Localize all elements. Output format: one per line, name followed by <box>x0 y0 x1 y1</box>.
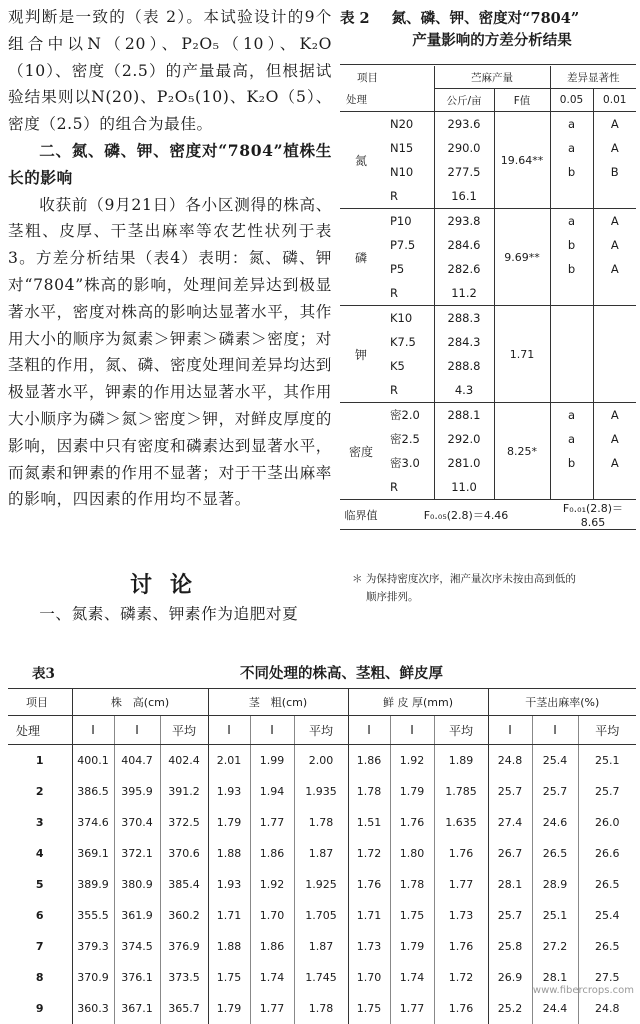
t2-signif-01: A <box>593 233 636 257</box>
t2-signif-05: b <box>550 451 593 475</box>
t3-cell: 379.3 <box>72 931 114 962</box>
t2-row <box>340 475 636 500</box>
t3-cell: 370.4 <box>114 807 160 838</box>
t2-group-name: 磷 <box>340 209 382 306</box>
t2-signif-01 <box>593 306 636 331</box>
t2-signif-01: A <box>593 427 636 451</box>
t2-yield: 284.3 <box>434 330 494 354</box>
t3-cell: 1.78 <box>348 776 390 807</box>
t3-cell: 25.1 <box>578 745 636 777</box>
table2 <box>340 66 636 530</box>
t2-row <box>340 281 636 306</box>
t2-treatment: R <box>390 480 398 494</box>
t2-fvalue: 9.69** <box>494 209 550 306</box>
t3-cell: 25.1 <box>532 900 578 931</box>
t3-cell: 1.79 <box>390 776 434 807</box>
t2-signif-01: A <box>593 136 636 160</box>
t3-treatment-index: 5 <box>35 878 44 891</box>
t2-treatment: K7.5 <box>390 335 416 349</box>
t2-fvalue: 1.71 <box>494 306 550 403</box>
t3-sub-1: I <box>488 716 532 745</box>
t3-cell: 370.6 <box>160 838 208 869</box>
t2-signif-05: a <box>550 403 593 428</box>
t3-cell: 365.7 <box>160 993 208 1024</box>
t2-header-item: 项目 <box>357 71 378 84</box>
t3-cell: 27.4 <box>488 807 532 838</box>
t2-critical-f05: F₀.₀₅(2.8)＝4.46 <box>382 500 550 530</box>
t2-header-p05: 0.05 <box>550 89 593 112</box>
t3-cell: 400.1 <box>72 745 114 777</box>
t2-critical-row <box>340 500 636 530</box>
t3-cell: 1.87 <box>294 838 348 869</box>
t3-cell: 1.80 <box>390 838 434 869</box>
t3-cell: 1.86 <box>250 838 294 869</box>
t3-sub-2: I <box>114 716 160 745</box>
t3-cell: 1.76 <box>434 993 488 1024</box>
t3-cell: 26.0 <box>578 807 636 838</box>
t3-cell: 24.8 <box>488 745 532 777</box>
t2-signif-01: A <box>593 451 636 475</box>
t3-cell: 376.1 <box>114 962 160 993</box>
t3-row <box>8 807 636 838</box>
t3-cell: 1.77 <box>434 869 488 900</box>
t3-sub-avg: 平均 <box>294 716 348 745</box>
watermark: www.fibercrops.com <box>532 985 634 996</box>
t2-yield: 290.0 <box>434 136 494 160</box>
t3-cell: 1.75 <box>348 993 390 1024</box>
t3-cell: 2.01 <box>208 745 250 777</box>
t3-treatment-index: 1 <box>35 754 44 767</box>
t2-signif-05: b <box>550 160 593 184</box>
t3-cell: 27.5 <box>578 962 636 993</box>
t2-yield: 277.5 <box>434 160 494 184</box>
t2-yield: 293.6 <box>434 112 494 137</box>
table2-footnote-line1: ＊ 为保持密度次序，湘产量次序未按由高到低的 <box>352 573 576 585</box>
t3-cell: 1.93 <box>208 776 250 807</box>
paragraph-2: 收获前（9月21日）各小区测得的株高、茎粗、皮厚、干茎出麻率等农艺性状列于表3。方差分析结果（表4）表明：氮、磷、钾对“7804”株高的影响，处理间差异达到极显著水平，密度对株高的影响达显著水平，其作用大小的顺序为氮素＞钾素＞磷素＞密度；对茎粗的作用，氮、磷、密度处理间差异均达到极显著水平，钾素的作用达显著水平，其作用大小顺序为磷＞氮＞密度＞钾，对鲜皮厚度的影响，因素中只有密度和磷素达到显著水平，而氮素和钾素的作用不显著；对于干茎出麻率的影响，四因素的作用均不显著。 <box>8 195 332 509</box>
t3-cell: 25.7 <box>488 900 532 931</box>
t2-header-p01: 0.01 <box>593 89 636 112</box>
t3-cell: 1.76 <box>434 931 488 962</box>
t3-cell: 1.76 <box>434 838 488 869</box>
t2-signif-01: A <box>593 112 636 137</box>
t3-cell: 1.86 <box>348 745 390 777</box>
t2-header-yield: 苎麻产量 <box>434 66 550 89</box>
t2-row <box>340 209 636 234</box>
t3-cell: 1.71 <box>348 900 390 931</box>
t3-cell: 1.925 <box>294 869 348 900</box>
t3-cell: 26.5 <box>578 869 636 900</box>
t3-row <box>8 745 636 777</box>
t3-cell: 1.705 <box>294 900 348 931</box>
t3-cell: 386.5 <box>72 776 114 807</box>
t3-cell: 360.2 <box>160 900 208 931</box>
t3-cell: 26.5 <box>578 931 636 962</box>
t3-cell: 1.70 <box>348 962 390 993</box>
t2-signif-05 <box>550 306 593 331</box>
t2-treatment: K10 <box>382 306 434 331</box>
t2-signif-05: a <box>550 427 593 451</box>
t2-yield: 11.0 <box>434 475 494 500</box>
t2-header-signif: 差异显著性 <box>550 66 636 89</box>
t3-cell: 402.4 <box>160 745 208 777</box>
t3-cell: 1.76 <box>348 869 390 900</box>
t3-cell: 28.9 <box>532 869 578 900</box>
t3-cell: 25.8 <box>488 931 532 962</box>
t2-group-name: 密度 <box>340 403 382 500</box>
t2-signif-01: A <box>593 257 636 281</box>
table2-title <box>340 8 640 52</box>
t3-cell: 1.86 <box>250 931 294 962</box>
t2-row <box>340 354 636 378</box>
t3-header-item: 项目 <box>8 689 72 716</box>
t3-cell: 1.785 <box>434 776 488 807</box>
t3-cell: 1.74 <box>390 962 434 993</box>
t2-header-yield-unit: 公斤/亩 <box>434 89 494 112</box>
t2-row <box>340 427 636 451</box>
t3-sub-2: I <box>250 716 294 745</box>
t3-header-fiber: 干茎出麻率(%) <box>488 689 636 716</box>
t3-cell: 25.4 <box>578 900 636 931</box>
t2-yield: 288.8 <box>434 354 494 378</box>
t2-yield: 288.1 <box>434 403 494 428</box>
t3-cell: 1.87 <box>294 931 348 962</box>
table2-footnote <box>352 570 638 606</box>
t3-cell: 24.8 <box>578 993 636 1024</box>
t2-yield: 293.8 <box>434 209 494 234</box>
t3-cell: 1.70 <box>250 900 294 931</box>
t3-cell: 1.71 <box>208 900 250 931</box>
t2-signif-05 <box>550 330 593 354</box>
t2-row <box>340 112 636 137</box>
t3-sub-avg: 平均 <box>434 716 488 745</box>
t3-treatment-index: 4 <box>35 847 44 860</box>
t2-signif-01 <box>593 184 636 209</box>
t3-treatment-index: 7 <box>35 940 44 953</box>
t3-cell: 395.9 <box>114 776 160 807</box>
t3-cell: 385.4 <box>160 869 208 900</box>
t3-cell: 1.76 <box>390 807 434 838</box>
t2-row <box>340 257 636 281</box>
t3-cell: 1.72 <box>434 962 488 993</box>
t2-row <box>340 306 636 331</box>
t2-treatment: N10 <box>390 165 414 179</box>
t3-cell: 1.77 <box>250 807 294 838</box>
t3-cell: 1.79 <box>208 993 250 1024</box>
t3-cell: 1.745 <box>294 962 348 993</box>
t3-cell: 26.5 <box>532 838 578 869</box>
t2-signif-05 <box>550 354 593 378</box>
t2-signif-01 <box>593 354 636 378</box>
t2-treatment: 密3.0 <box>390 456 420 470</box>
t2-group-name: 氮 <box>340 112 382 209</box>
t3-cell: 372.1 <box>114 838 160 869</box>
t3-cell: 1.88 <box>208 931 250 962</box>
t3-cell: 1.78 <box>390 869 434 900</box>
t3-cell: 1.77 <box>250 993 294 1024</box>
t2-fvalue: 8.25* <box>494 403 550 500</box>
t3-cell: 1.94 <box>250 776 294 807</box>
t3-cell: 28.1 <box>532 962 578 993</box>
t3-cell: 25.2 <box>488 993 532 1024</box>
t3-cell: 25.7 <box>532 776 578 807</box>
t3-cell: 1.935 <box>294 776 348 807</box>
t3-cell: 1.51 <box>348 807 390 838</box>
t2-header-fvalue: F值 <box>494 89 550 112</box>
t3-cell: 1.75 <box>390 900 434 931</box>
table3-label: 表3 <box>32 666 55 682</box>
t2-signif-05 <box>550 281 593 306</box>
t3-sub-1: I <box>208 716 250 745</box>
t3-cell: 1.99 <box>250 745 294 777</box>
t2-signif-05: a <box>550 209 593 234</box>
t3-header-treatment: 处理 <box>8 716 72 745</box>
t2-signif-01: B <box>593 160 636 184</box>
t2-critical-f01: F₀.₀₁(2.8)＝8.65 <box>550 500 636 530</box>
t3-treatment-index: 9 <box>35 1002 44 1015</box>
t3-sub-1: I <box>348 716 390 745</box>
t2-treatment: 密2.5 <box>390 432 420 446</box>
t3-cell: 26.7 <box>488 838 532 869</box>
t3-cell: 27.2 <box>532 931 578 962</box>
t2-fvalue: 19.64** <box>494 112 550 209</box>
t3-cell: 1.635 <box>434 807 488 838</box>
t3-cell: 391.2 <box>160 776 208 807</box>
t2-treatment: R <box>390 383 398 397</box>
t3-cell: 26.6 <box>578 838 636 869</box>
t3-cell: 1.92 <box>250 869 294 900</box>
t3-cell: 1.73 <box>434 900 488 931</box>
t3-cell: 372.5 <box>160 807 208 838</box>
t3-cell: 1.73 <box>348 931 390 962</box>
t3-cell: 360.3 <box>72 993 114 1024</box>
t3-header-bark: 鲜 皮 厚(mm) <box>348 689 488 716</box>
t2-treatment: R <box>390 286 398 300</box>
t2-yield: 288.3 <box>434 306 494 331</box>
t3-cell: 1.78 <box>294 993 348 1024</box>
t3-cell: 2.00 <box>294 745 348 777</box>
t2-yield: 16.1 <box>434 184 494 209</box>
t2-treatment: R <box>390 189 398 203</box>
t3-cell: 24.6 <box>532 807 578 838</box>
t3-cell: 380.9 <box>114 869 160 900</box>
t3-row <box>8 900 636 931</box>
t3-cell: 355.5 <box>72 900 114 931</box>
t2-signif-01 <box>593 378 636 403</box>
t3-cell: 1.79 <box>208 807 250 838</box>
t3-cell: 28.1 <box>488 869 532 900</box>
t2-row <box>340 330 636 354</box>
t2-row <box>340 403 636 428</box>
t2-treatment: K5 <box>390 359 405 373</box>
t2-treatment: P5 <box>390 262 405 276</box>
t2-critical-label: 临界值 <box>340 500 382 530</box>
t2-row <box>340 233 636 257</box>
t2-signif-01 <box>593 330 636 354</box>
t3-cell: 25.4 <box>532 745 578 777</box>
t3-cell: 25.7 <box>488 776 532 807</box>
t3-row <box>8 869 636 900</box>
t3-row <box>8 931 636 962</box>
t2-signif-01 <box>593 475 636 500</box>
t3-sub-avg: 平均 <box>578 716 636 745</box>
t2-signif-05: b <box>550 233 593 257</box>
t2-signif-05: a <box>550 136 593 160</box>
t3-cell: 1.77 <box>390 993 434 1024</box>
t2-signif-01: A <box>593 403 636 428</box>
t3-cell: 1.75 <box>208 962 250 993</box>
t3-cell: 1.72 <box>348 838 390 869</box>
t3-cell: 26.9 <box>488 962 532 993</box>
t2-header-treatment: 处理 <box>346 94 367 107</box>
t3-cell: 361.9 <box>114 900 160 931</box>
t2-signif-05 <box>550 475 593 500</box>
t3-sub-avg: 平均 <box>160 716 208 745</box>
t3-cell: 389.9 <box>72 869 114 900</box>
t3-cell: 373.5 <box>160 962 208 993</box>
t2-group-name: 钾 <box>340 306 382 403</box>
t3-cell: 1.88 <box>208 838 250 869</box>
t2-yield: 292.0 <box>434 427 494 451</box>
t3-cell: 1.78 <box>294 807 348 838</box>
t2-row <box>340 184 636 209</box>
t3-treatment-index: 2 <box>35 785 44 798</box>
t2-row <box>340 451 636 475</box>
t3-header-height: 株 高(cm) <box>72 689 208 716</box>
t2-yield: 11.2 <box>434 281 494 306</box>
t2-treatment: 密2.0 <box>382 403 434 428</box>
t3-treatment-index: 8 <box>35 971 44 984</box>
t2-yield: 282.6 <box>434 257 494 281</box>
t3-sub-2: I <box>390 716 434 745</box>
t2-signif-01: A <box>593 209 636 234</box>
body-text-column <box>8 4 332 513</box>
table3 <box>8 688 636 1024</box>
t3-sub-1: I <box>72 716 114 745</box>
table2-footnote-line2: 顺序排列。 <box>366 591 419 603</box>
t2-row <box>340 136 636 160</box>
t3-sub-2: I <box>532 716 578 745</box>
t2-signif-05: a <box>550 112 593 137</box>
t3-cell: 374.5 <box>114 931 160 962</box>
paragraph-1: 观判断是一致的（表 2）。本试验设计的9个组合中以N（20）、P₂O₅（10）、K₂O（10）、密度（2.5）的产量最高，但根据试验结果则以N(20)、P₂O₅(10)、K₂O（5）、密度（2.5）的组合为最佳。 <box>8 8 332 134</box>
t2-yield: 281.0 <box>434 451 494 475</box>
t2-signif-05 <box>550 378 593 403</box>
t2-treatment: N20 <box>382 112 434 137</box>
table3-title: 不同处理的株高、茎粗、鲜皮厚 <box>240 665 443 682</box>
table2-top-rule <box>340 64 636 65</box>
discussion-title: 讨论 <box>130 572 211 598</box>
t3-cell: 374.6 <box>72 807 114 838</box>
t3-header-stem: 茎 粗(cm) <box>208 689 348 716</box>
t3-cell: 376.9 <box>160 931 208 962</box>
t3-cell: 369.1 <box>72 838 114 869</box>
t3-row <box>8 776 636 807</box>
t3-cell: 367.1 <box>114 993 160 1024</box>
t2-yield: 4.3 <box>434 378 494 403</box>
t2-treatment: P7.5 <box>390 238 416 252</box>
t3-treatment-index: 3 <box>35 816 44 829</box>
t2-treatment: P10 <box>382 209 434 234</box>
t3-cell: 1.79 <box>390 931 434 962</box>
table2-title-line1: 氮、磷、钾、密度对“7804” <box>391 10 580 27</box>
t2-signif-01 <box>593 281 636 306</box>
table2-title-line2: 产量影响的方差分析结果 <box>412 32 572 49</box>
section-heading-2: 二、氮、磷、钾、密度对“7804”植株生长的影响 <box>8 140 332 187</box>
t3-cell: 404.7 <box>114 745 160 777</box>
table2-label: 表 2 <box>340 10 370 27</box>
t3-cell: 370.9 <box>72 962 114 993</box>
t2-row <box>340 160 636 184</box>
t3-cell: 24.4 <box>532 993 578 1024</box>
t3-cell: 1.74 <box>250 962 294 993</box>
t2-treatment: N15 <box>390 141 414 155</box>
t2-row <box>340 378 636 403</box>
t3-cell: 1.93 <box>208 869 250 900</box>
t3-treatment-index: 6 <box>35 909 44 922</box>
t3-cell: 1.89 <box>434 745 488 777</box>
discussion-first-line: 一、氮素、磷素、钾素作为追肥对夏 <box>39 605 299 623</box>
t2-signif-05: b <box>550 257 593 281</box>
t2-signif-05 <box>550 184 593 209</box>
t3-row <box>8 838 636 869</box>
t3-cell: 25.7 <box>578 776 636 807</box>
t3-cell: 1.92 <box>390 745 434 777</box>
t2-yield: 284.6 <box>434 233 494 257</box>
t3-row <box>8 993 636 1024</box>
